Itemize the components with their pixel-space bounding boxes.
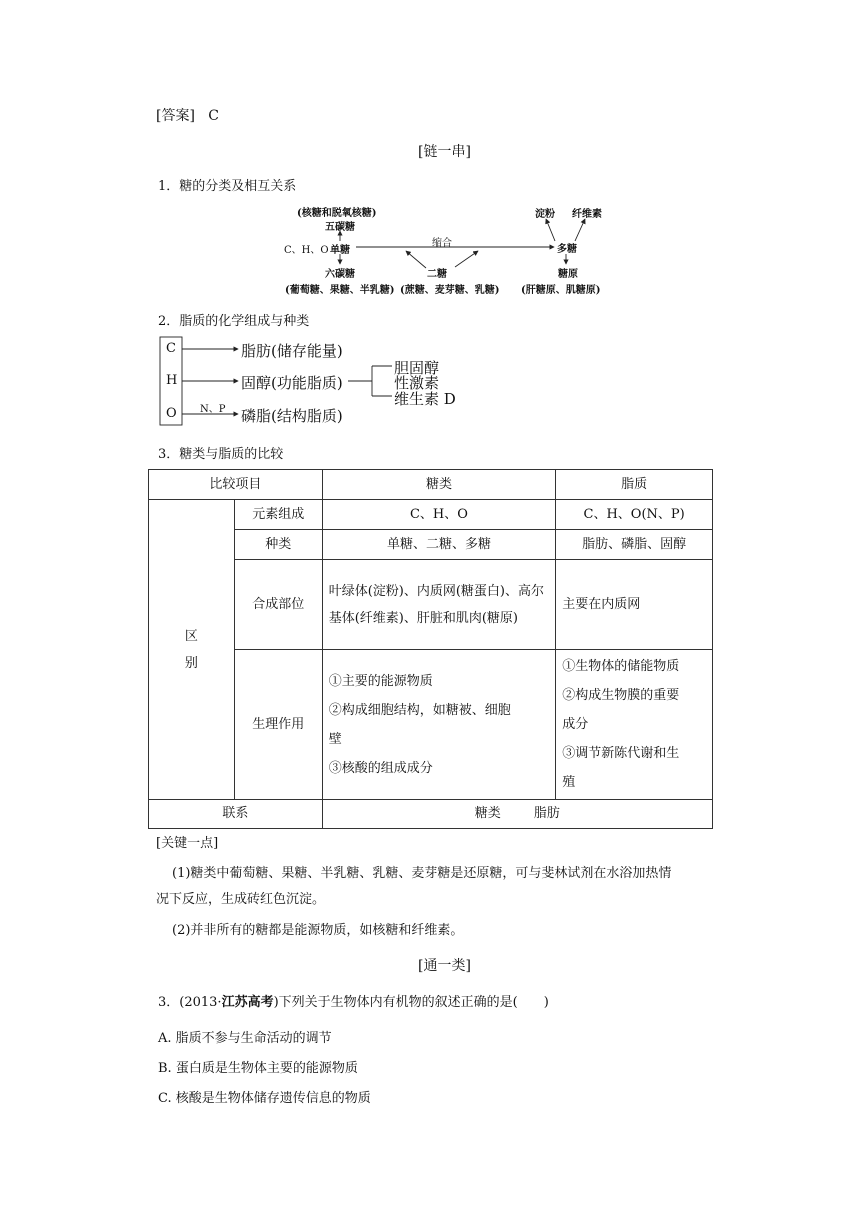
element-h: H — [166, 373, 178, 388]
glycogen-note: (肝糖原、肌糖原) — [521, 285, 601, 296]
table-row — [149, 500, 713, 530]
np-label: N、P — [200, 404, 226, 415]
element-o: O — [166, 406, 177, 421]
diff-char-2: 别 — [184, 655, 198, 671]
element-c: C — [166, 341, 176, 356]
item2-title: 2．脂质的化学组成与种类 — [158, 314, 310, 329]
item1-title: 1．糖的分类及相互关系 — [158, 179, 297, 194]
condense-label: 缩合 — [432, 238, 452, 249]
comparison-table — [148, 469, 713, 829]
question-prefix: 3．(2013· — [158, 995, 222, 1010]
sex-hormone-label: 性激素 — [394, 374, 440, 392]
lipid-function-1: ①生物体的储能物质 — [562, 659, 680, 674]
row-elements-item: 元素组成 — [234, 500, 322, 530]
poly-label: 多糖 — [557, 244, 577, 255]
row-types-item: 种类 — [234, 530, 322, 560]
option-c: C. 核酸是生物体储存遗传信息的物质 — [158, 1091, 371, 1106]
pentose-label: 五碳糖 — [325, 222, 355, 233]
question-source: 江苏高考 — [221, 995, 274, 1010]
table-row-link — [149, 800, 713, 829]
lipid-function-2-cont: 成分 — [562, 717, 589, 732]
vitamin-d-label: 维生素 D — [394, 390, 456, 408]
diff-label — [149, 500, 235, 800]
row-site-item: 合成部位 — [234, 560, 322, 650]
lipid-function-3: ③调节新陈代谢和生 — [562, 746, 680, 761]
row-elements-sugar: C、H、O — [322, 500, 556, 530]
key-point-2: (2)并非所有的糖都是能源物质，如核糖和纤维素。 — [172, 923, 464, 938]
ribose-note: (核糖和脱氧核糖) — [297, 208, 377, 219]
mono-label: 单糖 — [330, 245, 350, 256]
key-point-1-line2: 况下反应，生成砖红色沉淀。 — [156, 892, 326, 907]
glycogen-label: 糖原 — [558, 269, 578, 280]
row-function-item: 生理作用 — [234, 650, 322, 800]
sugar-function-2: ②构成细胞结构，如糖被、细胞 — [328, 702, 511, 718]
question-stem — [158, 991, 549, 1010]
row-types-lipid: 脂肪、磷脂、固醇 — [556, 530, 713, 560]
fat-label: 脂肪(储存能量) — [241, 342, 343, 360]
row-elements-lipid: C、H、O(N、P) — [556, 500, 713, 530]
lipid-function-3-cont: 殖 — [562, 775, 576, 790]
key-point-title: [关键一点] — [156, 836, 219, 851]
section-heading-class: [通一类] — [418, 958, 471, 974]
cellulose-label: 纤维素 — [572, 209, 602, 220]
question-suffix: )下列关于生物体内有机物的叙述正确的是( ) — [273, 995, 549, 1010]
row-types-sugar: 单糖、二糖、多糖 — [322, 530, 556, 560]
item3-title: 3．糖类与脂质的比较 — [158, 447, 284, 462]
link-label: 联系 — [149, 800, 323, 829]
row-function-lipid — [556, 650, 713, 800]
sugar-function-3: ③核酸的组成成分 — [328, 760, 433, 776]
cholesterol-label: 胆固醇 — [394, 359, 440, 377]
key-point-1-line1: (1)糖类中葡萄糖、果糖、半乳糖、乳糖、麦芽糖是还原糖，可与斐林试剂在水浴加热情 — [172, 866, 672, 881]
row-site-lipid: 主要在内质网 — [556, 560, 713, 650]
answer-value: C — [208, 108, 220, 124]
phospholipid-label: 磷脂(结构脂质) — [241, 407, 343, 425]
option-a: A. 脂质不参与生命活动的调节 — [158, 1031, 332, 1046]
header-lipid: 脂质 — [556, 470, 713, 500]
link-fat: 脂肪 — [533, 806, 560, 821]
link-sugar: 糖类 — [474, 806, 501, 821]
sugar-function-1: ①主要的能源物质 — [328, 673, 433, 689]
row-site-sugar: 叶绿体(淀粉)、内质网(糖蛋白)、高尔基体(纤维素)、肝脏和肌肉(糖原) — [322, 560, 556, 650]
row-function-sugar — [322, 650, 556, 800]
header-sugar: 糖类 — [322, 470, 556, 500]
table-header-row — [149, 470, 713, 500]
answer-label: [答案] — [156, 108, 195, 124]
option-b: B. 蛋白质是生物体主要的能源物质 — [158, 1061, 358, 1076]
lipid-function-2: ②构成生物膜的重要 — [562, 688, 680, 703]
di-label: 二糖 — [427, 269, 447, 280]
di-note: (蔗糖、麦芽糖、乳糖) — [400, 285, 500, 296]
elements-label: C、H、O — [284, 245, 329, 256]
hexose-label: 六碳糖 — [325, 269, 355, 280]
hexose-note: (葡萄糖、果糖、半乳糖) — [285, 285, 395, 296]
starch-label: 淀粉 — [535, 209, 555, 220]
section-heading-chain: [链一串] — [418, 144, 471, 160]
sterol-label: 固醇(功能脂质) — [241, 374, 343, 392]
header-item: 比较项目 — [149, 470, 323, 500]
diff-char-1: 区 — [184, 628, 198, 644]
link-content — [322, 800, 712, 829]
sugar-function-2-cont: 壁 — [328, 731, 342, 747]
